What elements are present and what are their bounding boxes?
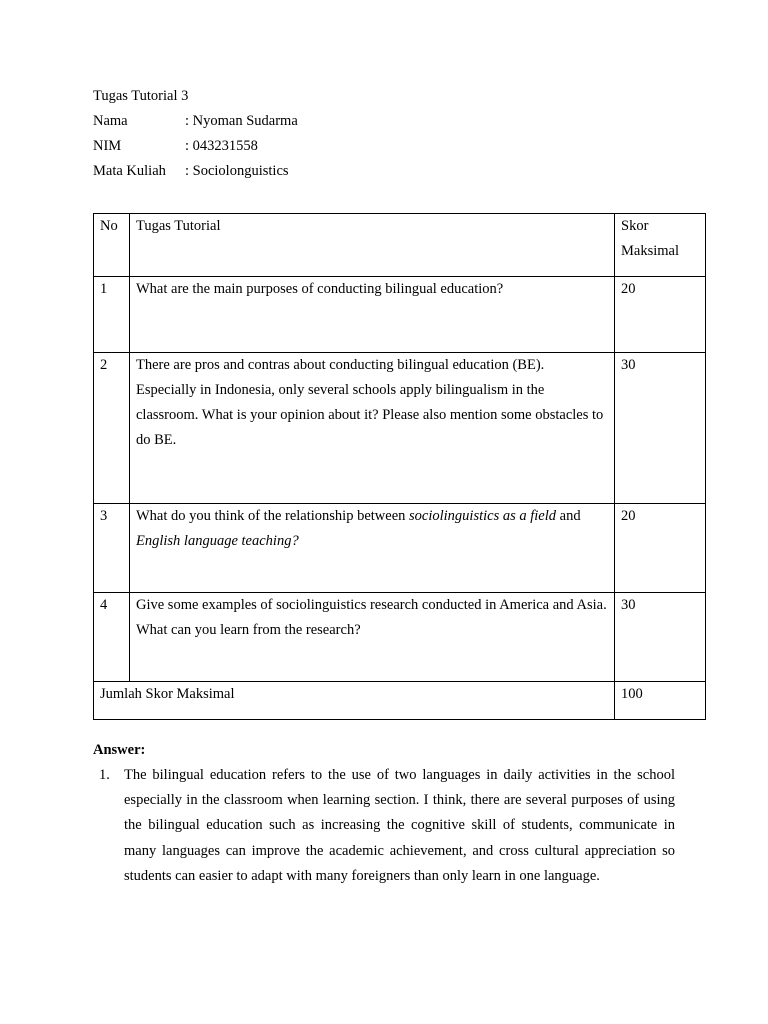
field-value: : Nyoman Sudarma — [185, 113, 298, 129]
row-skor: 20 — [615, 504, 706, 593]
table-header-row — [94, 214, 706, 277]
row-number: 4 — [94, 593, 130, 682]
task-table — [93, 213, 706, 720]
row-skor: 30 — [615, 353, 706, 504]
field-label: NIM — [93, 138, 122, 154]
table-row — [94, 277, 706, 353]
header-task: Tugas Tutorial — [130, 214, 615, 277]
field-value: : Sociolonguistics — [185, 163, 289, 179]
task-text: and — [556, 508, 581, 524]
row-task — [130, 504, 615, 593]
answer-number: 1. — [99, 767, 110, 783]
header-skor-line2: Maksimal — [621, 243, 679, 259]
row-skor: 20 — [615, 277, 706, 353]
header-skor-line1: Skor — [621, 218, 649, 234]
field-label: Mata Kuliah — [93, 163, 166, 179]
field-nim — [93, 134, 705, 159]
table-row — [94, 593, 706, 682]
field-mata-kuliah — [93, 159, 705, 184]
header-no: No — [94, 214, 130, 277]
answer-text: The bilingual education refers to the use of two languages in daily activities in the school especially in the classroom when learning section. I think, there are several purposes of using the bilingual education such as increasing the cognitive skill of students, communicate in many languages can improve the academic achievement, and cross cultural appreciation so students can easier to adapt with many foreigners than only learn in one language. — [124, 767, 675, 884]
row-number: 2 — [94, 353, 130, 504]
answer-item — [93, 763, 675, 889]
answer-title: Answer: — [93, 742, 146, 758]
table-total-row — [94, 682, 706, 720]
field-nama — [93, 109, 705, 134]
total-value: 100 — [615, 682, 706, 720]
row-number: 3 — [94, 504, 130, 593]
table-row — [94, 504, 706, 593]
field-label: Nama — [93, 113, 128, 129]
table-row — [94, 353, 706, 504]
row-task: Give some examples of sociolinguistics research conducted in America and Asia. What can you learn from the research? — [130, 593, 615, 682]
row-task: There are pros and contras about conducting bilingual education (BE). Especially in Indonesia, only several schools apply bilingualism in the classroom. What is your opinion about it? Please also mention some obstacles to do BE. — [130, 353, 615, 504]
total-label: Jumlah Skor Maksimal — [94, 682, 615, 720]
task-text: What do you think of the relationship between — [136, 508, 410, 524]
task-italic-text: English language teaching? — [136, 533, 299, 549]
answer-list — [93, 763, 675, 889]
row-number: 1 — [94, 277, 130, 353]
answer-section — [93, 738, 675, 889]
header-skor — [615, 214, 706, 277]
task-italic-text: sociolinguistics as a field — [409, 508, 557, 524]
row-task: What are the main purposes of conducting bilingual education? — [130, 277, 615, 353]
row-skor: 30 — [615, 593, 706, 682]
document-header — [93, 84, 705, 184]
field-value: : 043231558 — [185, 138, 258, 154]
document-title: Tugas Tutorial 3 — [93, 88, 189, 104]
